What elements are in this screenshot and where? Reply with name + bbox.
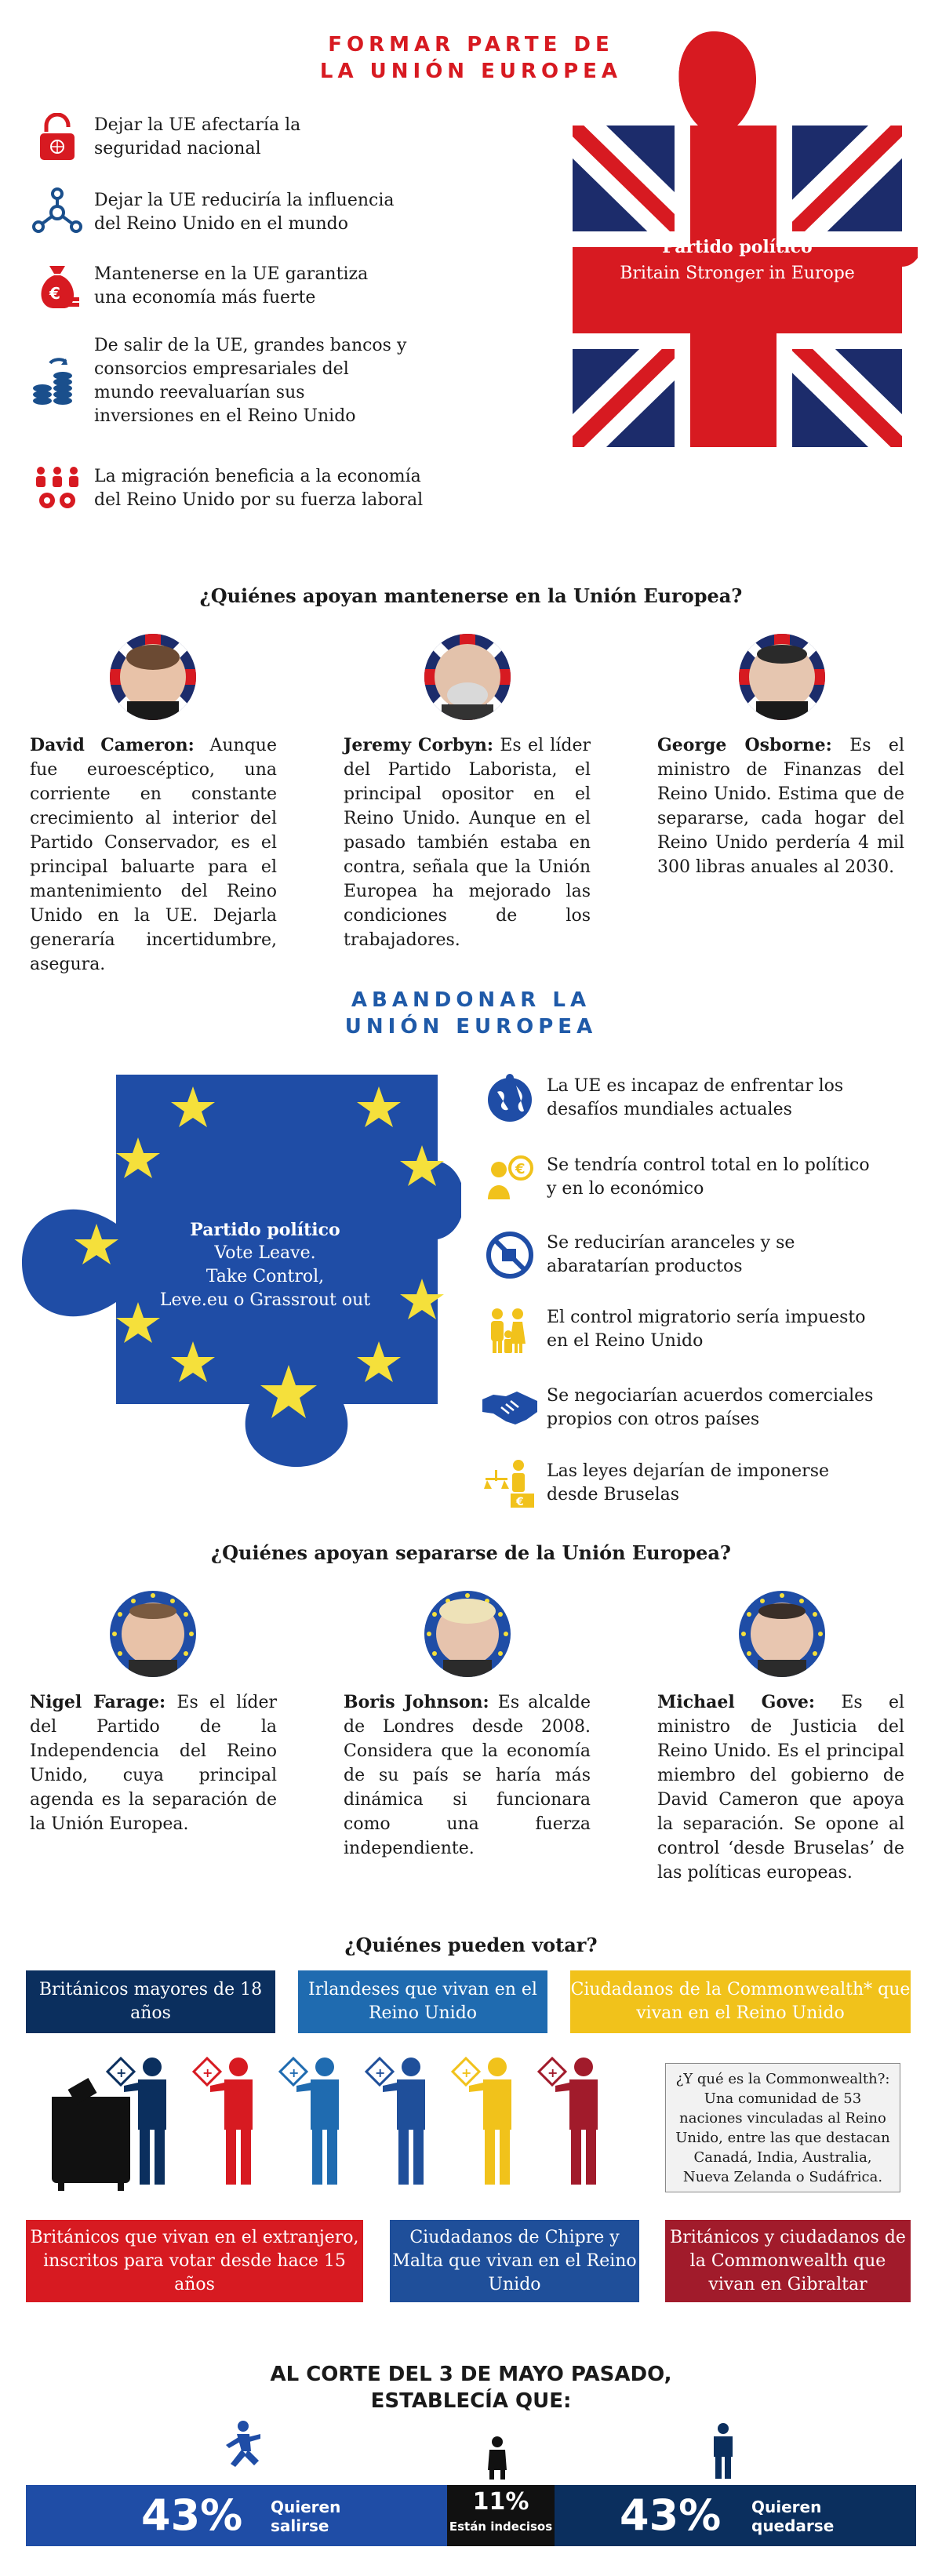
voter-figure-icon (366, 2058, 425, 2185)
bio-gove (657, 1690, 904, 1885)
family-icon (482, 1302, 537, 1357)
avatar (739, 1591, 825, 1677)
undecided-percent: 11% (472, 2488, 529, 2516)
voter-figure-icon (539, 2058, 598, 2185)
poll-title-line1: AL CORTE DEL 3 DE MAYO PASADO, (270, 2363, 672, 2386)
leave-label-1: Quieren (271, 2498, 341, 2516)
justice-icon (482, 1456, 537, 1511)
commonwealth-note (665, 2063, 900, 2192)
avatar (424, 1591, 511, 1677)
poll-title-line2: ESTABLECÍA QUE: (370, 2389, 572, 2413)
leave-item-text: El control migratorio sería impuesto en el Reino Unido (547, 1308, 866, 1351)
voter-box-commonwealth: Ciudadanos de la Commonwealth* que vivan en el Reino Unido (570, 1970, 911, 2033)
bio-cameron (30, 733, 277, 977)
remain-puzzle-label: Partido político (662, 237, 813, 257)
handshake-icon (482, 1381, 537, 1435)
svg-text:+: + (289, 2065, 300, 2080)
leave-puzzle-label: Partido político (190, 1220, 340, 1240)
person-name: Nigel Farage: (30, 1692, 166, 1712)
person-bio: Es el ministro de Finanzas del Reino Unido. Estima que de separarse, cada hogar del Reino Unido perdería 4 mil 300 libras anuales al 2030. (657, 736, 904, 877)
remain-item-text: Dejar la UE afectaría la seguridad nacional (94, 115, 301, 158)
globe-icon (482, 1071, 537, 1126)
leave-item-global (482, 1071, 929, 1126)
avatar (110, 1591, 196, 1677)
no-tariff-icon (482, 1228, 537, 1283)
remain-item-migration (30, 461, 469, 516)
leave-supporters-question: ¿Quiénes apoyan separarse de la Unión Europea? (211, 1541, 731, 1564)
voter-figure-icon (194, 2058, 253, 2185)
leave-item-laws (482, 1456, 929, 1511)
remain-item-security (30, 110, 469, 165)
svg-text:€: € (49, 284, 60, 303)
avatar (739, 634, 825, 720)
voter-box-british: Británicos mayores de 18 años (26, 1970, 275, 2033)
person-name: Jeremy Corbyn: (344, 735, 494, 755)
voting-figures (47, 2051, 643, 2192)
avatar (424, 634, 511, 720)
remain-item-text: Mantenerse en la UE garantiza una economía más fuerte (94, 264, 369, 307)
remain-item-banks (30, 334, 469, 428)
leave-item-control (482, 1150, 929, 1205)
svg-text:€: € (516, 1496, 524, 1508)
remain-title-line2: LA UNIÓN EUROPEA (319, 60, 623, 83)
person-bio: Es el líder del Partido de la Independencia del Reino Unido, cuya principal agenda es la separación de la Unión Europea. (30, 1693, 277, 1834)
leave-item-text: Se reducirían aranceles y se abaratarían productos (547, 1233, 795, 1276)
ballot-box-icon (52, 2078, 130, 2191)
leave-percent: 43% (141, 2490, 243, 2540)
leave-item-text: La UE es incapaz de enfrentar los desafíos mundiales actuales (547, 1076, 844, 1119)
svg-text:+: + (202, 2065, 213, 2080)
person-name: Michael Gove: (657, 1692, 816, 1712)
leave-puzzle-party-3: Leve.eu o Grassrout out (159, 1290, 371, 1310)
remain-item-text: De salir de la UE, grandes bancos y consorcios empresariales del mundo reevaluarían sus inversiones en el Reino Unido (94, 336, 407, 426)
person-name: Boris Johnson: (344, 1692, 489, 1712)
svg-text:+: + (375, 2065, 386, 2080)
network-icon (30, 185, 85, 240)
leave-item-trade (482, 1381, 929, 1435)
voter-box-abroad: Británicos que vivan en el extranjero, inscritos para votar desde hace 15 años (26, 2220, 363, 2302)
remain-title-line1: FORMAR PARTE DE (328, 33, 614, 56)
svg-text:+: + (461, 2065, 472, 2080)
leave-label-2: salirse (271, 2516, 329, 2535)
leave-puzzle-party-1: Vote Leave. (214, 1243, 316, 1263)
voters-question: ¿Quiénes pueden votar? (344, 1934, 598, 1956)
leave-title-line1: ABANDONAR LA (351, 988, 591, 1012)
leave-item-tariffs (482, 1228, 929, 1283)
money-bag-icon (30, 259, 85, 314)
running-person-icon (220, 2420, 267, 2480)
svg-text:+: + (547, 2065, 558, 2080)
leave-title-line2: UNIÓN EUROPEA (344, 1015, 598, 1039)
voter-figure-icon (280, 2058, 339, 2185)
leave-item-text: Se negociarían acuerdos comerciales propios con otros países (547, 1386, 874, 1429)
leave-item-text: Se tendría control total en lo político y en lo económico (547, 1155, 870, 1199)
remain-item-influence (30, 185, 469, 240)
leave-item-text: Las leyes dejarían de imponerse desde Bruselas (547, 1461, 830, 1504)
remain-label-1: Quieren (751, 2498, 822, 2516)
remain-puzzle-party: Britain Stronger in Europe (620, 264, 855, 283)
remain-label-2: quedarse (751, 2516, 835, 2535)
leave-puzzle-party-2: Take Control, (205, 1267, 325, 1286)
unlock-icon (30, 110, 85, 165)
leave-item-migration (482, 1302, 929, 1357)
bio-corbyn (344, 733, 591, 952)
person-bio: Aunque fue euroescéptico, una corriente en constante crecimiento al interior del Partido Conservador, es el principal baluarte para el mantenimiento del Reino Unido en la UE. Dejarla generaría incertidumbre, asegura. (30, 736, 277, 974)
voter-box-irish: Irlandeses que vivan en el Reino Unido (298, 1970, 547, 2033)
bio-farage (30, 1690, 277, 1836)
workers-gears-icon (30, 461, 85, 516)
voter-box-gibraltar: Británicos y ciudadanos de la Commonwealth que vivan en Gibraltar (665, 2220, 911, 2302)
remain-percent: 43% (620, 2490, 722, 2540)
remain-item-economy (30, 259, 469, 314)
standing-person-icon (706, 2422, 740, 2482)
svg-text:+: + (116, 2065, 127, 2080)
coins-icon (30, 354, 85, 409)
commonwealth-note-text: ¿Y qué es la Commonwealth?: Una comunidad de 53 naciones vinculadas al Reino Unido, entre las que destacan Canadá, India, Australia, Nueva Zelanda o Sudáfrica. (675, 2070, 890, 2185)
person-name: George Osborne: (657, 735, 832, 755)
voter-box-cyprus-malta: Ciudadanos de Chipre y Malta que vivan en el Reino Unido (390, 2220, 639, 2302)
bio-johnson (344, 1690, 591, 1861)
poll-remain-segment (555, 2485, 916, 2546)
person-name: David Cameron: (30, 735, 195, 755)
remain-supporters-question: ¿Quiénes apoyan mantenerse en la Unión Europea? (199, 584, 743, 607)
bio-osborne (657, 733, 904, 879)
thinking-person-icon (477, 2436, 516, 2483)
remain-item-text: Dejar la UE reduciría la influencia del Reino Unido en el mundo (94, 191, 395, 234)
undecided-label: Están indecisos (449, 2520, 553, 2534)
svg-text:€: € (515, 1161, 526, 1177)
avatar (110, 634, 196, 720)
person-bio: Es el líder del Partido Laborista, el principal opositor en el Reino Unido. Aunque en el pasado también estaba en contra, señala que la Unión Europea ha mejorado las condiciones de los trabajadores. (344, 736, 591, 950)
person-bio: Es alcalde de Londres desde 2008. Considera que la economía de su país se haría más dinámica si funcionara como una fuerza independiente. (344, 1693, 591, 1858)
person-bio: Es el ministro de Justicia del Reino Unido. Es el principal miembro del gobierno de David Cameron que apoya la separación. Se opone al control ‘desde Bruselas’ de las políticas europeas. (657, 1693, 904, 1883)
person-euro-icon (482, 1150, 537, 1205)
remain-item-text: La migración beneficia a la economía del Reino Unido por su fuerza laboral (94, 467, 424, 510)
voter-figure-icon (453, 2058, 511, 2185)
